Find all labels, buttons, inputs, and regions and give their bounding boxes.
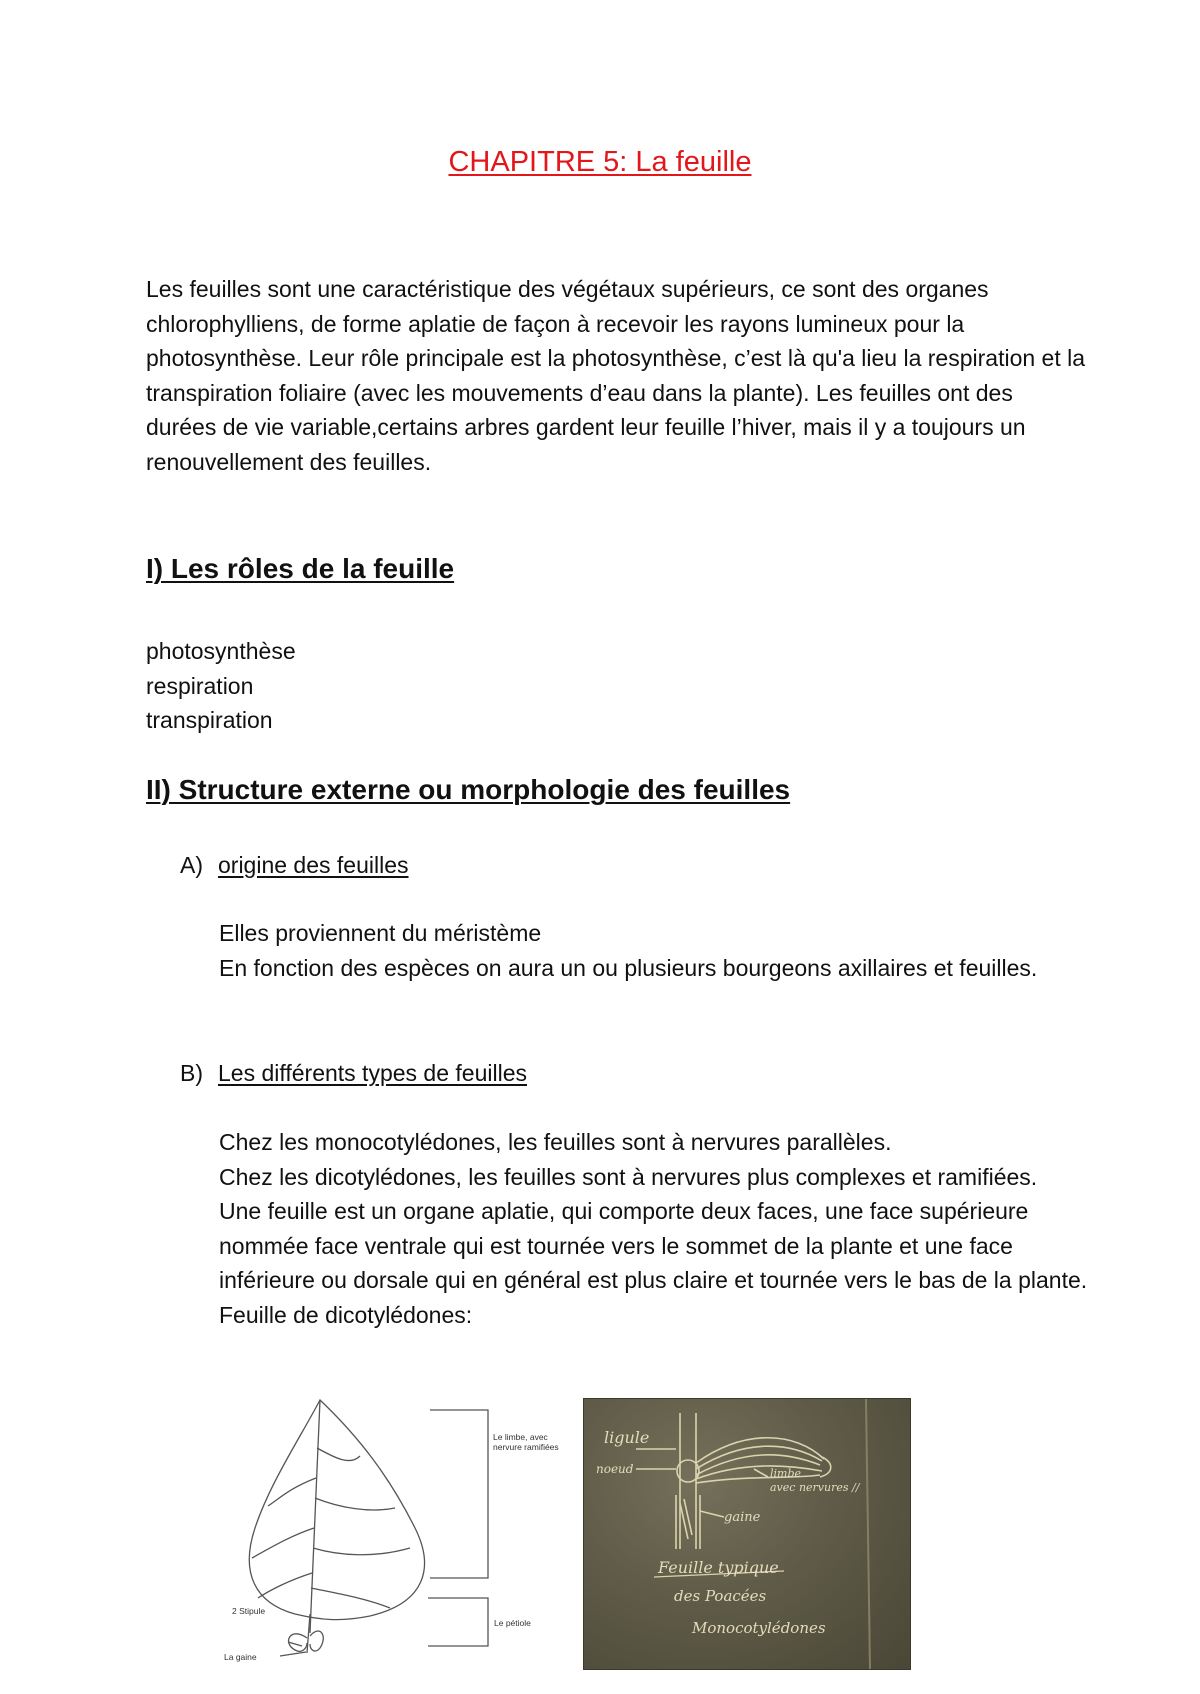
body-line: Elles proviennent du méristème (219, 920, 542, 946)
dicot-leaf-drawing (210, 1398, 578, 1666)
role-item: transpiration (146, 707, 273, 733)
body-line: Une feuille est un organe aplatie, qui comporte deux faces, une face supérieure nommée face ventrale qui est tournée vers le sommet de la plante et une face inférieure ou dorsale qui en général est plus claire et tournée vers le bas de la plante. (219, 1198, 1088, 1293)
section-2-heading: II) Structure externe ou morphologie des feuilles (146, 774, 791, 805)
body-line: Chez les dicotylédones, les feuilles sont à nervures plus complexes et ramifiées. (219, 1163, 1038, 1190)
role-item: photosynthèse (146, 638, 296, 664)
monocot-leaf-chalk-drawing (584, 1399, 910, 1669)
subsection-b-title: Les différents types de feuilles (218, 1060, 527, 1086)
subsection-b-label: B) (180, 1060, 203, 1086)
intro-paragraph: Les feuilles sont une caractéristique des végétaux supérieurs, ce sont des organes chlorophylliens, de forme aplatie de façon à recevoir les rayons lumineux pour la photosynthèse. Leur rôle principale est la photosynthèse, c’est là qu'a lieu la respiration et la transpiration foliaire (avec les mouvements d’eau dans la plante). Les feuilles ont des durées de vie variable,certains arbres gardent leur feuille l’hiver, mais il y a toujours un renouvellement des feuilles. (146, 276, 1086, 475)
limbe-label-1: Le limbe, avec (493, 1432, 548, 1442)
section-1-heading: I) Les rôles de la feuille (146, 553, 455, 584)
role-item: respiration (146, 672, 254, 699)
petiole-label: Le pétiole (494, 1618, 531, 1628)
subsection-a-body (219, 916, 1089, 985)
chalkboard-photo (583, 1398, 911, 1670)
caption-chalk-2: des Poacées (674, 1587, 767, 1605)
chapter-title: CHAPITRE 5: La feuille (448, 146, 752, 178)
caption-chalk-1: Feuille typique (658, 1558, 779, 1577)
subsection-b-body (219, 1125, 1089, 1332)
body-line: En fonction des espèces on aura un ou plusieurs bourgeons axillaires et feuilles. (219, 954, 1038, 981)
limbe-label-2: nervure ramifiées (493, 1442, 559, 1452)
caption-chalk-3: Monocotylédones (692, 1619, 826, 1637)
body-line: Chez les monocotylédones, les feuilles sont à nervures parallèles. (219, 1129, 892, 1155)
gaine-label: La gaine (224, 1652, 257, 1662)
limbe-chalk-label: limbe (770, 1467, 802, 1480)
subsection-a-label: A) (180, 852, 203, 878)
roles-list (146, 634, 296, 738)
stipule-label: 2 Stipule (232, 1606, 266, 1616)
limbe-nervures-chalk-label: avec nervures // (770, 1481, 860, 1494)
gaine-chalk-label: gaine (724, 1510, 761, 1525)
subsection-a-heading (180, 852, 409, 879)
subsection-a-title: origine des feuilles (218, 852, 409, 878)
dicot-leaf-figure (210, 1398, 578, 1666)
body-line: Feuille de dicotylédones: (219, 1301, 473, 1328)
subsection-b-heading (180, 1060, 527, 1087)
noeud-chalk-label: noeud (596, 1462, 634, 1476)
ligule-chalk-label: ligule (604, 1428, 650, 1447)
